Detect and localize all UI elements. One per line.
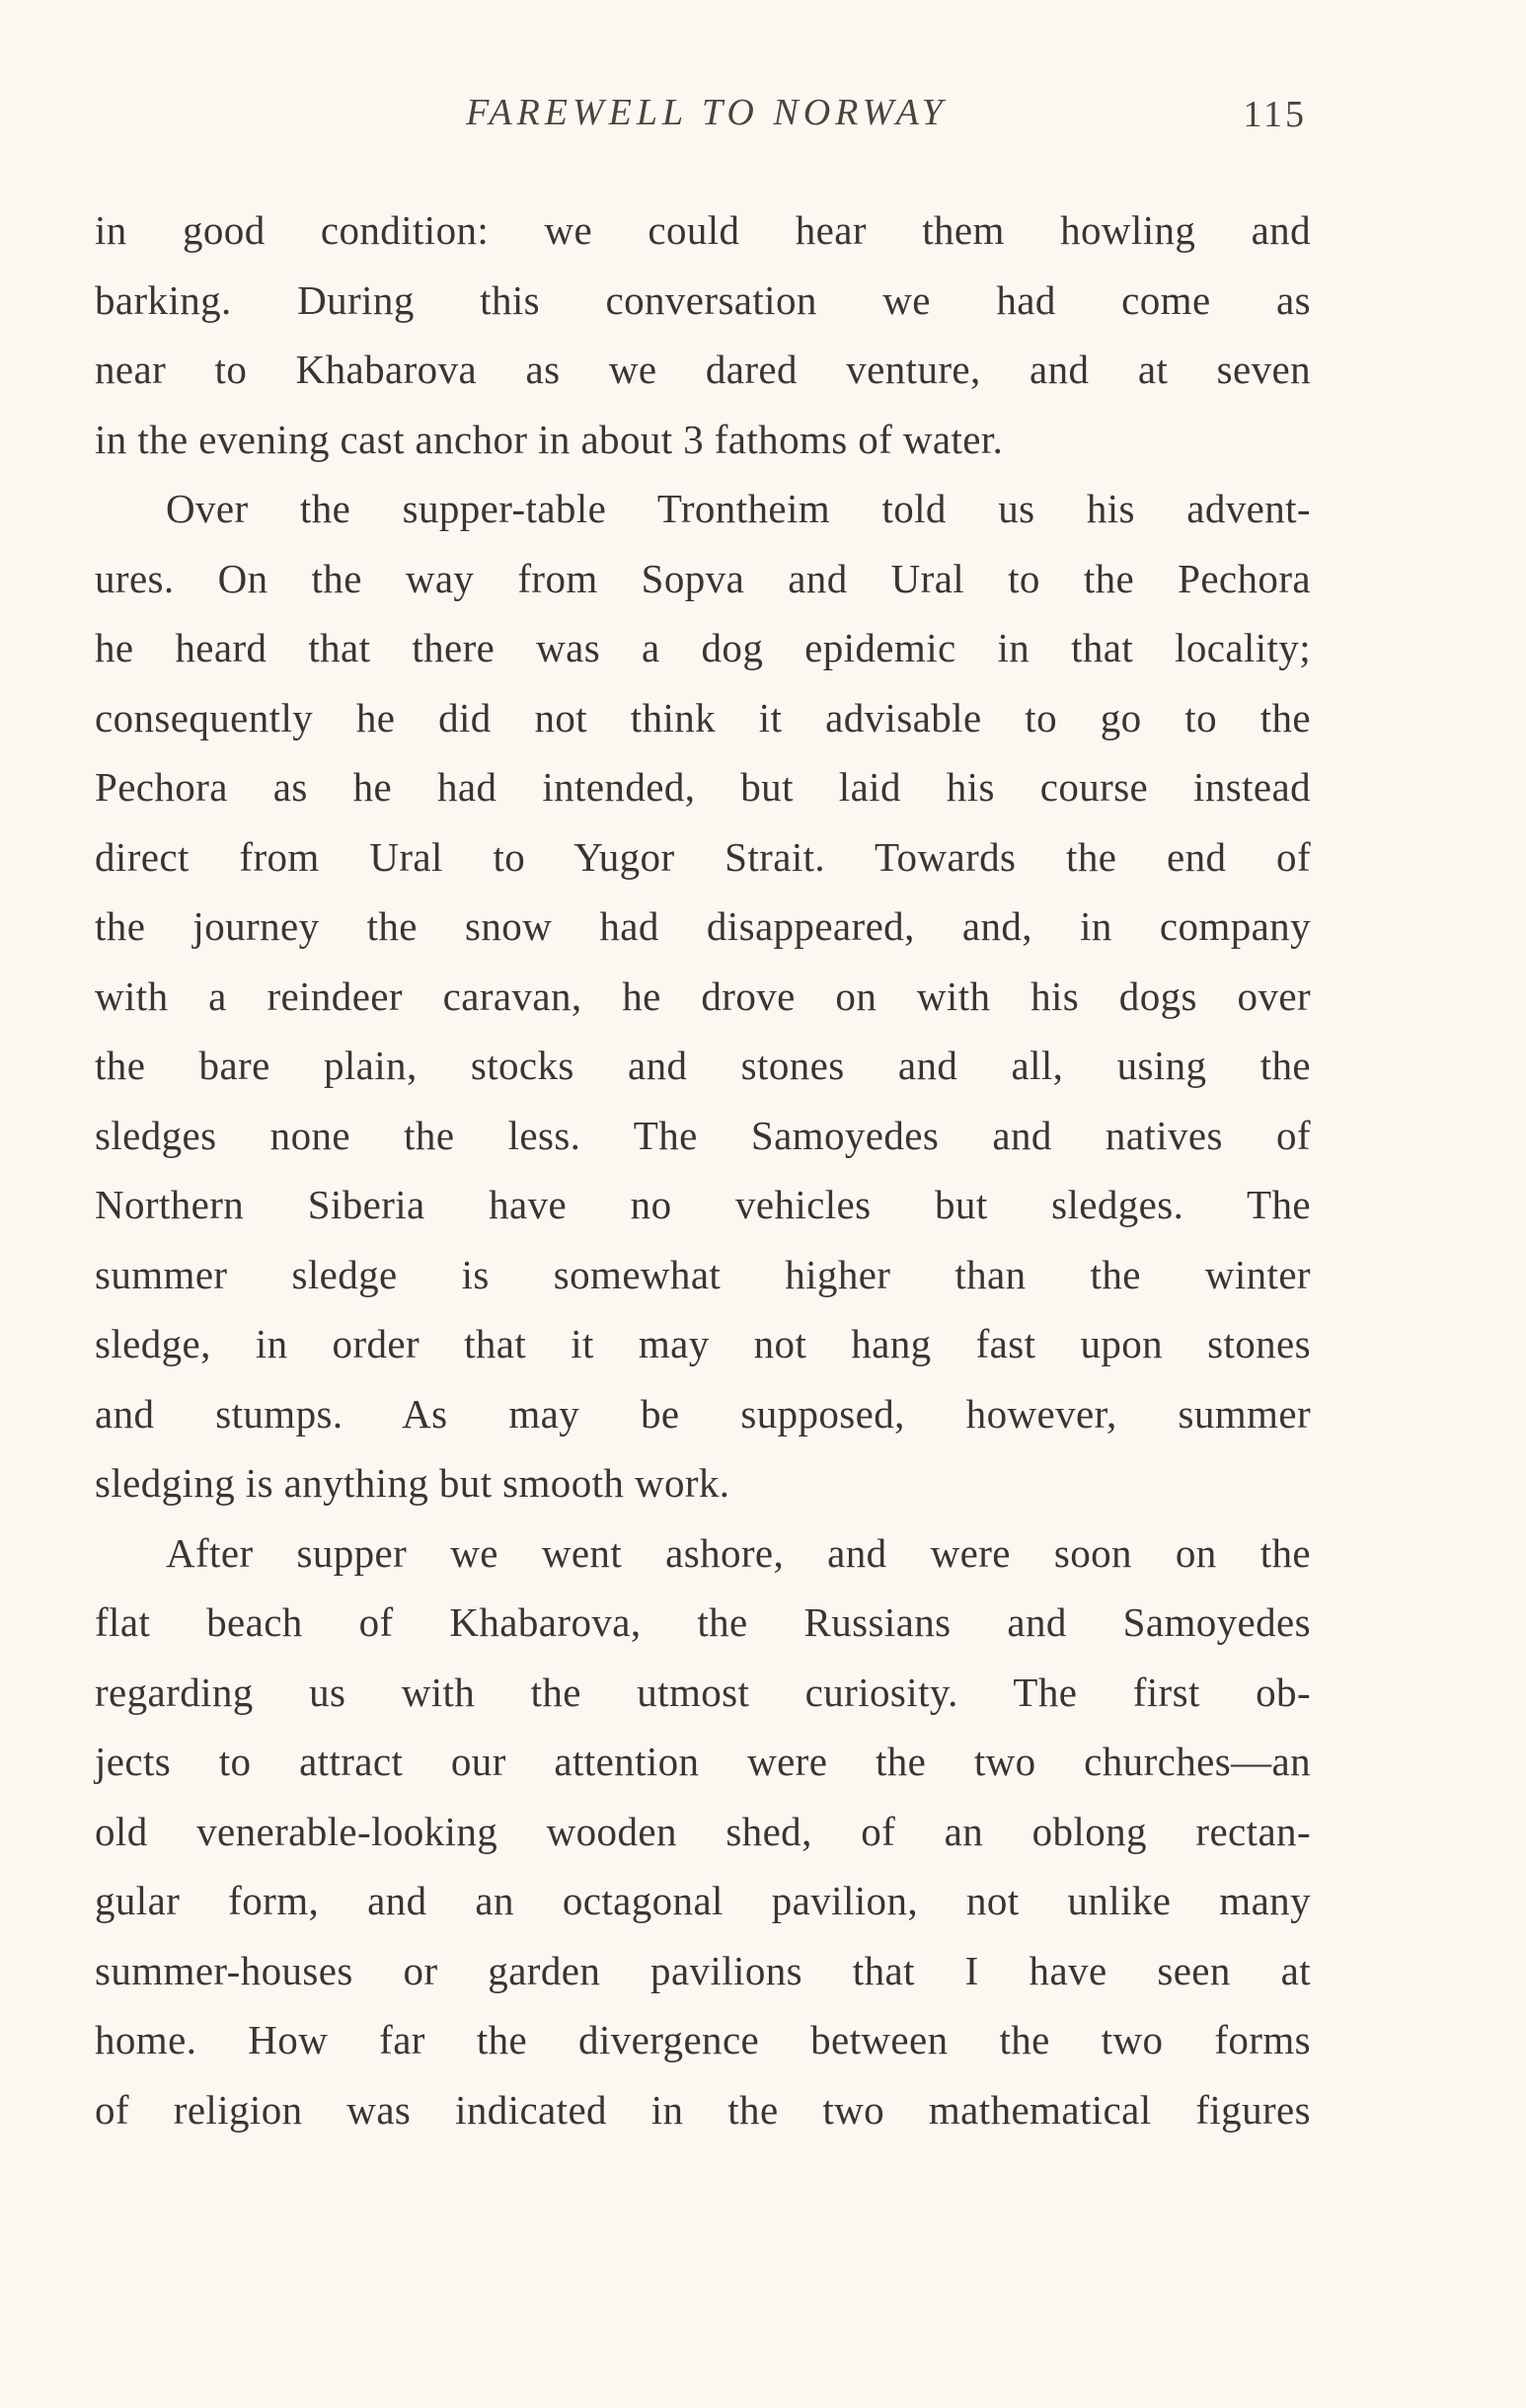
text-line: summer sledge is somewhat higher than the winter — [95, 1251, 1311, 1297]
running-title: FAREWELL TO NORWAY — [466, 92, 948, 133]
text-line: in the evening cast anchor in about 3 fathoms of water. — [95, 416, 1004, 462]
text-line: and stumps. As may be supposed, however, summer — [95, 1390, 1311, 1437]
text-line: he heard that there was a dog epidemic in that locality; — [95, 625, 1311, 670]
text-line: jects to attract our attention were the two churches—an — [95, 1739, 1311, 1784]
text-line: regarding us with the utmost curiosity. The first ob- — [95, 1669, 1311, 1715]
text-line: of religion was indicated in the two mathematical figures — [95, 2086, 1311, 2133]
text-line: barking. During this conversation we had come as — [95, 276, 1311, 323]
text-line: old venerable-looking wooden shed, of an oblong rectan- — [95, 1808, 1311, 1854]
text-line: near to Khabarova as we dared venture, and at seven — [95, 347, 1311, 392]
text-line: the journey the snow had disappeared, and, in company — [95, 903, 1311, 949]
text-line: gular form, and an octagonal pavilion, not unlike many — [95, 1878, 1311, 1923]
text-line: home. How far the divergence between the two forms — [95, 2017, 1311, 2062]
running-head — [95, 91, 1319, 150]
text-line: direct from Ural to Yugor Strait. Towards the end of — [95, 833, 1311, 880]
body-text — [95, 195, 1311, 2144]
text-line: in good condition: we could hear them howling and — [95, 207, 1311, 253]
text-line: sledge, in order that it may not hang fast upon stones — [95, 1321, 1311, 1366]
text-line: ures. On the way from Sopva and Ural to the Pechora — [95, 555, 1311, 601]
text-line: sledging is anything but smooth work. — [95, 1460, 730, 1506]
text-line: with a reindeer caravan, he drove on with his dogs over — [95, 972, 1311, 1019]
text-line: consequently he did not think it advisable to go to the — [95, 694, 1311, 740]
text-line: sledges none the less. The Samoyedes and natives of — [95, 1112, 1311, 1158]
text-line: Northern Siberia have no vehicles but sledges. The — [95, 1182, 1311, 1227]
text-line: Over the supper-table Trontheim told us his advent- — [166, 486, 1311, 531]
text-line: the bare plain, stocks and stones and all, using the — [95, 1043, 1311, 1088]
text-line: Pechora as he had intended, but laid his course instead — [95, 764, 1311, 810]
page-number: 115 — [1243, 94, 1307, 135]
text-line: summer-houses or garden pavilions that I have seen at — [95, 1947, 1311, 1993]
text-line: After supper we went ashore, and were soon on the — [166, 1529, 1311, 1576]
text-line: flat beach of Khabarova, the Russians and Samoyedes — [95, 1599, 1311, 1645]
